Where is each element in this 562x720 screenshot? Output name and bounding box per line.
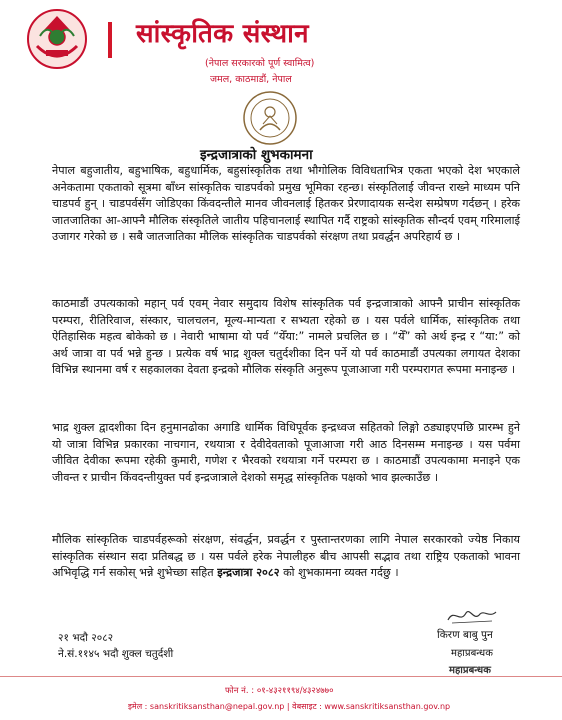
institution-seal-icon xyxy=(242,90,298,146)
footer-contact: इमेल : sanskritiksansthan@nepal.gov.np | वेबसाइट : www.sanskritiksansthan.gov.np xyxy=(128,702,451,711)
paragraph-4-main: मौलिक सांस्कृतिक चाडपर्वहरूको संरक्षण, संवर्द्धन, प्रवर्द्धन र पुस्तान्तरणका लागि नेपाल सरकारको ज्येष्ठ निकाय सांस्कृतिक संस्थान सदा प्रतिबद्ध छ । यस पर्वले हरेक नेपालीहरु बीच आपसी सद्भाव तथा राष्ट्रिय एकताको भावना अभिवृद्धि गर्न सकोस् भन्ने शुभेच्छा सहित xyxy=(52,533,520,580)
seal-text: महाप्रबन्धक xyxy=(449,665,491,676)
organization-name: सांस्कृतिक संस्थान xyxy=(136,19,309,49)
header-divider xyxy=(108,22,112,58)
signer-title: महाप्रबन्धक xyxy=(451,648,493,659)
signer-name: किरण बाबु पुन xyxy=(437,629,493,641)
email-link[interactable]: sanskritiksansthan@nepal.gov.np xyxy=(149,702,285,711)
body-paragraph-1: नेपाल बहुजातीय, बहुभाषिक, बहुधार्मिक, बहुसांस्कृतिक तथा भौगोलिक विविधताभित्र एकता भएको देश भएकाले अनेकतामा एकताको सूत्रमा बाँध्न सांस्कृतिक चाडपर्वको प्रमुख भूमिका रहन्छ। संस्कृतिलाई जीवन्त राख्ने माध्यम पनि चाडपर्व हुन् । चाडपर्वसँग जोडिएका किंवदन्तीले मानव जीवनलाई हितकर प्रेरणादायक सन्देश सम्प्रेषण गर्दछन् । हरेक जातजातिका आ-आफ्नै मौलिक संस्कृतिले जातीय पहिचानलाई स्थापित गर्दै राष्ट्रको सांस्कृतिक सौन्दर्य एवम् गरिमालाई उजागर गरेको छ । सबै जातजातिका मौलिक सांस्कृतिक चाडपर्वको संरक्षण तथा प्रवर्द्धन अपरिहार्य छ । xyxy=(52,164,520,244)
body-paragraph-2: काठमाडौं उपत्यकाको महान् पर्व एवम् नेवार समुदाय विशेष सांस्कृतिक पर्व इन्द्रजात्राको आफ्नै प्राचीन सांस्कृतिक परम्परा, रीतिरिवाज, संस्कार, चालचलन, मूल्य-मान्यता र सभ्यता रहेको छ । यस पर्वले धार्मिक, सांस्कृतिक तथा ऐतिहासिक महत्व बोकेको छ । नेवारी भाषामा यो पर्व “येँया:” नामले प्रचलित छ । “येँ” को अर्थ इन्द्र र “या:” को अर्थ जात्रा वा पर्व भन्ने हुन्छ । प्रत्येक वर्ष भाद्र शुक्ल चतुर्दशीका दिन पर्ने यो पर्व काठमाडौं उपत्यका लगायत देशका विभिन्न स्थानमा वर्ष र सहकालका देवता इन्द्रको मौलिक संस्कृति अनुरूप पूजाआजा गरी परम्परागत रूपमा मनाइन्छ । xyxy=(52,297,520,377)
website-link[interactable]: www.sanskritiksansthan.gov.np xyxy=(324,702,451,711)
organization-address: जमल, काठमाडौं, नेपाल xyxy=(210,74,292,85)
organization-subtitle: (नेपाल सरकारको पूर्ण स्वामित्व) xyxy=(205,58,315,69)
paragraph-4-tail: को शुभकामना व्यक्त गर्दछु । xyxy=(279,566,399,580)
festival-year-highlight: इन्द्रजात्रा २०८२ xyxy=(217,566,280,580)
email-label: इमेल : xyxy=(128,702,148,711)
body-paragraph-4 xyxy=(52,532,520,582)
document-title: इन्द्रजात्राको शुभकामना xyxy=(200,147,313,163)
signature-mark-icon xyxy=(444,604,500,626)
footer-phone: फोन नं. : ०१-४३२११९४/४३२४७७० xyxy=(225,686,334,696)
website-label: वेबसाइट : xyxy=(292,702,322,711)
letter-date: २१ भदौ २०८२ xyxy=(58,632,114,644)
letter-lunar-date: ने.सं.११४५ भदौ शुक्ल चतुर्दशी xyxy=(58,648,174,660)
footer-divider xyxy=(0,676,562,677)
body-paragraph-3: भाद्र शुक्ल द्वादशीका दिन हनुमानढोका अगाडि धार्मिक विधिपूर्वक इन्द्रध्वज सहितको लिङ्गो ठड्याइएपछि प्रारम्भ हुने यो जात्रा विभिन्न प्रकारका नाचगान, रथयात्रा र देवीदेवताको पूजाआजा गरी आठ दिनसम्म मनाइन्छ । यस पर्वमा जीवित देवीका रूपमा रहेकी कुमारी, गणेश र भैरवको रथयात्रा गर्ने परम्परा छ । काठमाडौं उपत्यकामा मनाइने एक जीवन्त र प्राचीन किंवदन्तीयुक्त पर्व इन्द्रजात्राले देशको समृद्ध सांस्कृतिक पक्षको भाव झल्काउँछ । xyxy=(52,421,520,484)
national-emblem-icon xyxy=(24,6,90,72)
